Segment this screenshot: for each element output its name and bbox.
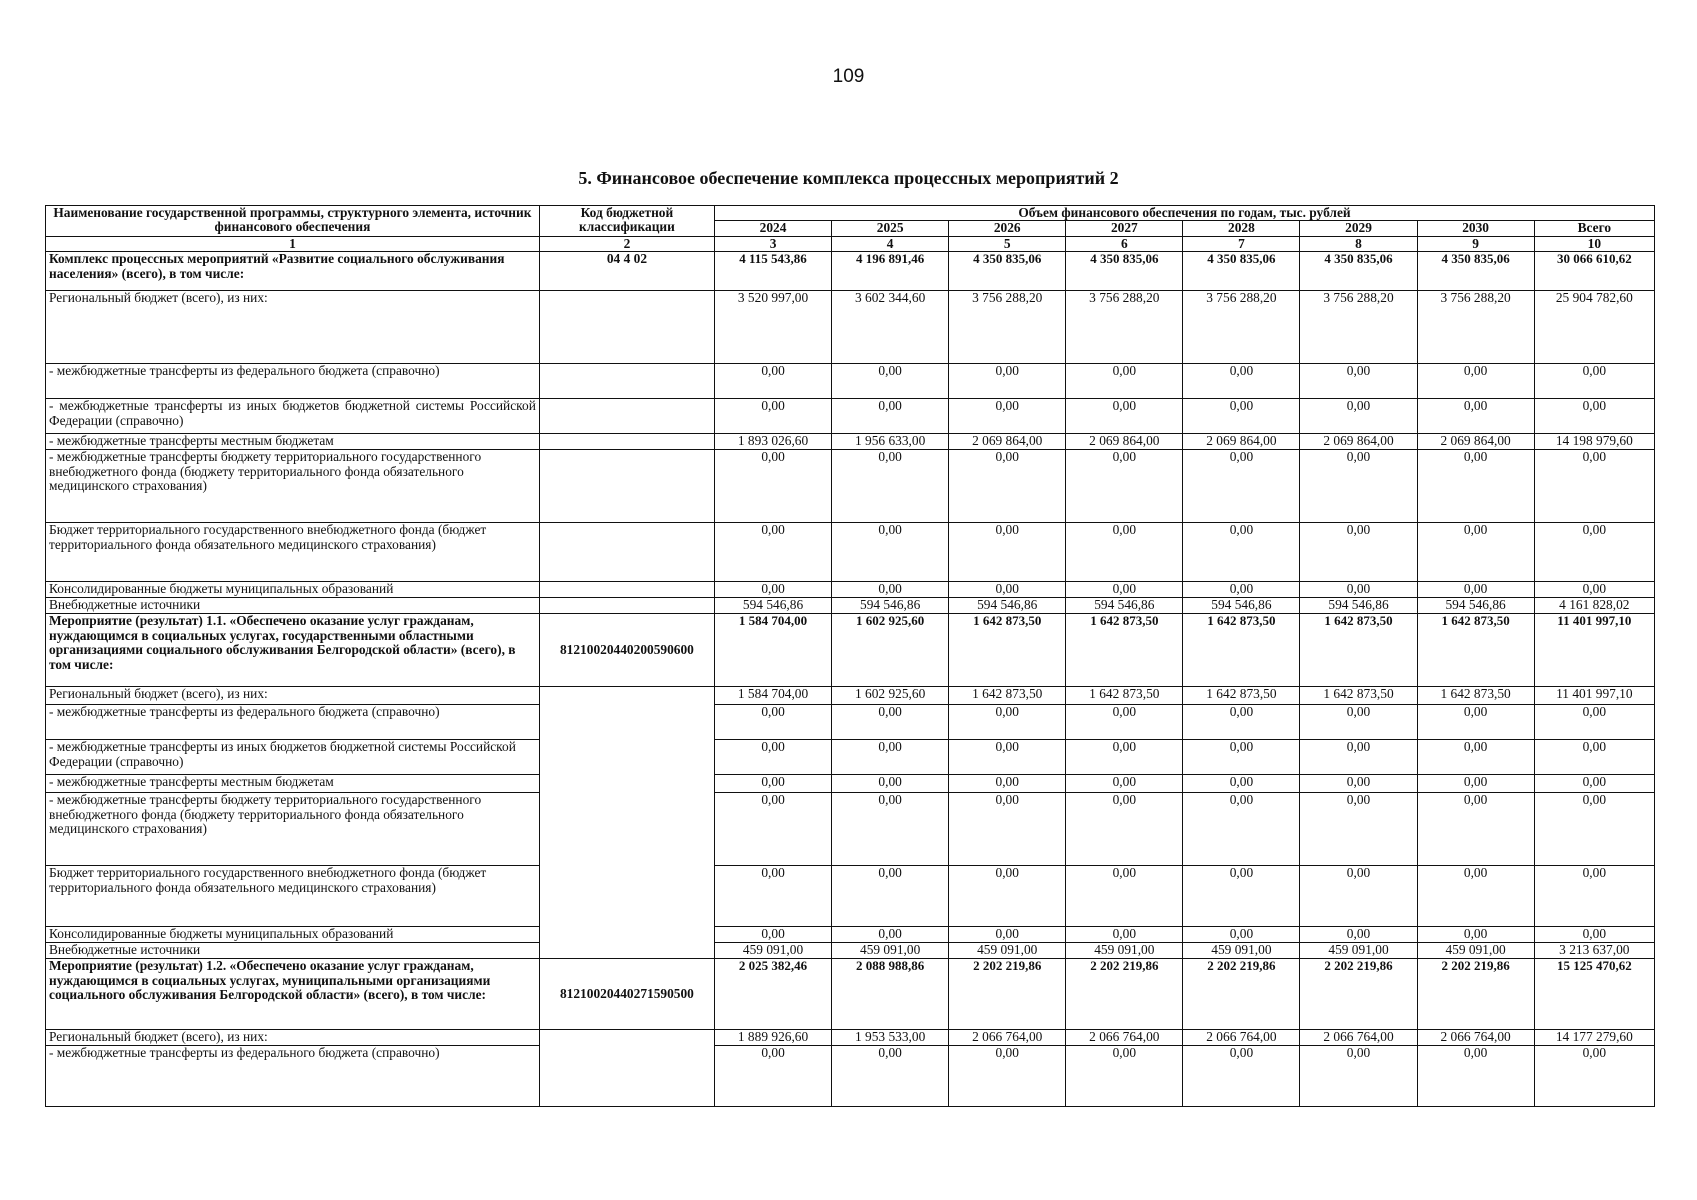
year-value-cell: 0,00 xyxy=(832,705,949,740)
page-number: 109 xyxy=(832,66,865,87)
year-value-cell: 0,00 xyxy=(949,927,1066,943)
year-value-cell: 594 546,86 xyxy=(949,598,1066,614)
year-value-cell: 2 066 764,00 xyxy=(1417,1030,1534,1046)
year-value-cell: 0,00 xyxy=(715,705,832,740)
year-value-cell: 2 202 219,86 xyxy=(949,959,1066,1030)
year-value-cell: 0,00 xyxy=(715,740,832,775)
year-value-cell: 0,00 xyxy=(1066,927,1183,943)
year-value-cell: 1 642 873,50 xyxy=(1417,687,1534,705)
total-value-cell: 0,00 xyxy=(1534,450,1654,523)
total-value-cell: 0,00 xyxy=(1534,927,1654,943)
year-value-cell: 0,00 xyxy=(1183,1046,1300,1107)
year-value-cell: 0,00 xyxy=(832,927,949,943)
year-value-cell: 0,00 xyxy=(1183,399,1300,434)
col-number: 3 xyxy=(715,236,832,251)
total-value-cell: 11 401 997,10 xyxy=(1534,687,1654,705)
year-value-cell: 459 091,00 xyxy=(832,943,949,959)
year-value-cell: 0,00 xyxy=(949,582,1066,598)
year-value-cell: 3 756 288,20 xyxy=(1417,291,1534,364)
row-name-cell: Бюджет территориального государственного внебюджетного фонда (бюджет территориального фонда обязательного медицинского страхования) xyxy=(46,523,540,582)
table-row xyxy=(46,434,1655,450)
col-number: 4 xyxy=(832,236,949,251)
year-value-cell: 1 642 873,50 xyxy=(1066,614,1183,687)
header-year: 2029 xyxy=(1300,221,1417,236)
year-value-cell: 3 756 288,20 xyxy=(949,291,1066,364)
row-name-cell: Консолидированные бюджеты муниципальных образований xyxy=(46,582,540,598)
table-row xyxy=(46,252,1655,291)
total-value-cell: 0,00 xyxy=(1534,775,1654,793)
table-row xyxy=(46,582,1655,598)
year-value-cell: 0,00 xyxy=(1417,1046,1534,1107)
year-value-cell: 1 642 873,50 xyxy=(1300,687,1417,705)
year-value-cell: 594 546,86 xyxy=(715,598,832,614)
year-value-cell: 2 202 219,86 xyxy=(1300,959,1417,1030)
year-value-cell: 0,00 xyxy=(949,740,1066,775)
budget-code-cell: 04 4 02 xyxy=(539,252,714,291)
year-value-cell: 2 202 219,86 xyxy=(1183,959,1300,1030)
row-name-cell: - межбюджетные трансферты бюджету территориального государственного внебюджетного фонда (бюджету территориального фонда обязательного медицинского страхования) xyxy=(46,450,540,523)
year-value-cell: 0,00 xyxy=(715,793,832,866)
budget-code-cell xyxy=(539,434,714,450)
budget-code-cell xyxy=(539,291,714,364)
row-name-cell: Внебюджетные источники xyxy=(46,943,540,959)
budget-code-cell xyxy=(539,399,714,434)
year-value-cell: 0,00 xyxy=(1066,775,1183,793)
year-value-cell: 459 091,00 xyxy=(1300,943,1417,959)
year-value-cell: 0,00 xyxy=(1300,450,1417,523)
header-volume-col: Объем финансового обеспечения по годам, тыс. рублей xyxy=(715,206,1655,221)
total-value-cell: 0,00 xyxy=(1534,523,1654,582)
year-value-cell: 2 202 219,86 xyxy=(1066,959,1183,1030)
total-value-cell: 30 066 610,62 xyxy=(1534,252,1654,291)
year-value-cell: 0,00 xyxy=(1417,775,1534,793)
year-value-cell: 2 069 864,00 xyxy=(1183,434,1300,450)
year-value-cell: 2 025 382,46 xyxy=(715,959,832,1030)
financing-table xyxy=(45,205,1655,1107)
year-value-cell: 4 350 835,06 xyxy=(1417,252,1534,291)
year-value-cell: 1 642 873,50 xyxy=(1066,687,1183,705)
year-value-cell: 0,00 xyxy=(949,364,1066,399)
year-value-cell: 4 350 835,06 xyxy=(949,252,1066,291)
year-value-cell: 4 350 835,06 xyxy=(1300,252,1417,291)
year-value-cell: 0,00 xyxy=(1066,523,1183,582)
table-row xyxy=(46,866,1655,927)
header-year: 2028 xyxy=(1183,221,1300,236)
year-value-cell: 3 756 288,20 xyxy=(1183,291,1300,364)
year-value-cell: 594 546,86 xyxy=(832,598,949,614)
year-value-cell: 0,00 xyxy=(949,793,1066,866)
total-value-cell: 0,00 xyxy=(1534,705,1654,740)
year-value-cell: 0,00 xyxy=(832,450,949,523)
year-value-cell: 0,00 xyxy=(1183,523,1300,582)
col-number: 5 xyxy=(949,236,1066,251)
year-value-cell: 2 069 864,00 xyxy=(1417,434,1534,450)
year-value-cell: 1 602 925,60 xyxy=(832,614,949,687)
total-value-cell: 0,00 xyxy=(1534,866,1654,927)
year-value-cell: 0,00 xyxy=(1066,364,1183,399)
year-value-cell: 0,00 xyxy=(1300,866,1417,927)
col-number: 10 xyxy=(1534,236,1654,251)
table-row xyxy=(46,687,1655,705)
col-number: 2 xyxy=(539,236,714,251)
year-value-cell: 4 350 835,06 xyxy=(1183,252,1300,291)
year-value-cell: 0,00 xyxy=(1183,705,1300,740)
total-value-cell: 14 198 979,60 xyxy=(1534,434,1654,450)
year-value-cell: 3 756 288,20 xyxy=(1066,291,1183,364)
year-value-cell: 594 546,86 xyxy=(1417,598,1534,614)
total-value-cell: 11 401 997,10 xyxy=(1534,614,1654,687)
year-value-cell: 459 091,00 xyxy=(949,943,1066,959)
year-value-cell: 459 091,00 xyxy=(1183,943,1300,959)
table-body xyxy=(46,252,1655,1107)
total-value-cell: 0,00 xyxy=(1534,399,1654,434)
year-value-cell: 0,00 xyxy=(1300,582,1417,598)
year-value-cell: 1 642 873,50 xyxy=(1183,687,1300,705)
year-value-cell: 0,00 xyxy=(832,523,949,582)
year-value-cell: 0,00 xyxy=(1183,364,1300,399)
budget-code-cell xyxy=(539,523,714,582)
budget-code-cell xyxy=(539,364,714,399)
year-value-cell: 0,00 xyxy=(1300,740,1417,775)
row-name-cell: Мероприятие (результат) 1.2. «Обеспечено оказание услуг гражданам, нуждающимся в социальных услугах, муниципальными организациями социального обслуживания Белгородской области» (всего), в том числе: xyxy=(46,959,540,1030)
year-value-cell: 3 520 997,00 xyxy=(715,291,832,364)
budget-code-cell xyxy=(539,450,714,523)
year-value-cell: 0,00 xyxy=(1183,793,1300,866)
year-value-cell: 459 091,00 xyxy=(1066,943,1183,959)
row-name-cell: Региональный бюджет (всего), из них: xyxy=(46,687,540,705)
budget-code-cell xyxy=(539,582,714,598)
year-value-cell: 0,00 xyxy=(715,927,832,943)
year-value-cell: 2 202 219,86 xyxy=(1417,959,1534,1030)
year-value-cell: 0,00 xyxy=(832,793,949,866)
column-numbers-row xyxy=(46,236,1655,251)
year-value-cell: 2 066 764,00 xyxy=(1066,1030,1183,1046)
total-value-cell: 0,00 xyxy=(1534,740,1654,775)
table-row xyxy=(46,364,1655,399)
year-value-cell: 1 642 873,50 xyxy=(949,687,1066,705)
table-row xyxy=(46,740,1655,775)
row-name-cell: - межбюджетные трансферты из иных бюджетов бюджетной системы Российской Федерации (справочно) xyxy=(46,399,540,434)
table-row xyxy=(46,959,1655,1030)
row-name-cell: Региональный бюджет (всего), из них: xyxy=(46,291,540,364)
year-value-cell: 1 642 873,50 xyxy=(1300,614,1417,687)
year-value-cell: 0,00 xyxy=(715,775,832,793)
year-value-cell: 3 756 288,20 xyxy=(1300,291,1417,364)
year-value-cell: 2 088 988,86 xyxy=(832,959,949,1030)
year-value-cell: 0,00 xyxy=(949,866,1066,927)
budget-code-cell xyxy=(539,1030,714,1107)
year-value-cell: 459 091,00 xyxy=(715,943,832,959)
year-value-cell: 0,00 xyxy=(1183,866,1300,927)
year-value-cell: 4 350 835,06 xyxy=(1066,252,1183,291)
year-value-cell: 0,00 xyxy=(1066,793,1183,866)
year-value-cell: 2 069 864,00 xyxy=(949,434,1066,450)
year-value-cell: 0,00 xyxy=(832,582,949,598)
year-value-cell: 0,00 xyxy=(1417,364,1534,399)
table-row xyxy=(46,793,1655,866)
table-row xyxy=(46,775,1655,793)
year-value-cell: 4 115 543,86 xyxy=(715,252,832,291)
year-value-cell: 0,00 xyxy=(715,523,832,582)
table-row xyxy=(46,523,1655,582)
year-value-cell: 1 642 873,50 xyxy=(949,614,1066,687)
header-year: 2027 xyxy=(1066,221,1183,236)
total-value-cell: 0,00 xyxy=(1534,1046,1654,1107)
budget-code-cell xyxy=(539,687,714,959)
year-value-cell: 0,00 xyxy=(1417,927,1534,943)
year-value-cell: 0,00 xyxy=(1300,705,1417,740)
total-value-cell: 25 904 782,60 xyxy=(1534,291,1654,364)
year-value-cell: 0,00 xyxy=(1300,775,1417,793)
total-value-cell: 15 125 470,62 xyxy=(1534,959,1654,1030)
table-row xyxy=(46,450,1655,523)
row-name-cell: - межбюджетные трансферты бюджету территориального государственного внебюджетного фонда (бюджету территориального фонда обязательного медицинского страхования) xyxy=(46,793,540,866)
year-value-cell: 594 546,86 xyxy=(1183,598,1300,614)
col-number: 8 xyxy=(1300,236,1417,251)
year-value-cell: 1 584 704,00 xyxy=(715,687,832,705)
year-value-cell: 0,00 xyxy=(949,705,1066,740)
budget-code-cell xyxy=(539,598,714,614)
year-value-cell: 0,00 xyxy=(832,399,949,434)
year-value-cell: 0,00 xyxy=(1183,775,1300,793)
year-value-cell: 0,00 xyxy=(1066,582,1183,598)
row-name-cell: - межбюджетные трансферты из федерального бюджета (справочно) xyxy=(46,364,540,399)
row-name-cell: - межбюджетные трансферты из федерального бюджета (справочно) xyxy=(46,1046,540,1107)
header-year: 2030 xyxy=(1417,221,1534,236)
total-value-cell: 4 161 828,02 xyxy=(1534,598,1654,614)
year-value-cell: 0,00 xyxy=(1300,364,1417,399)
table-row xyxy=(46,1030,1655,1046)
year-value-cell: 0,00 xyxy=(1417,866,1534,927)
year-value-cell: 1 642 873,50 xyxy=(1183,614,1300,687)
year-value-cell: 594 546,86 xyxy=(1066,598,1183,614)
year-value-cell: 0,00 xyxy=(832,740,949,775)
year-value-cell: 0,00 xyxy=(832,1046,949,1107)
table-row xyxy=(46,399,1655,434)
year-value-cell: 1 602 925,60 xyxy=(832,687,949,705)
year-value-cell: 1 953 533,00 xyxy=(832,1030,949,1046)
row-name-cell: Внебюджетные источники xyxy=(46,598,540,614)
table-row xyxy=(46,927,1655,943)
year-value-cell: 459 091,00 xyxy=(1417,943,1534,959)
year-value-cell: 0,00 xyxy=(1066,399,1183,434)
year-value-cell: 0,00 xyxy=(832,866,949,927)
year-value-cell: 0,00 xyxy=(832,775,949,793)
row-name-cell: Бюджет территориального государственного внебюджетного фонда (бюджет территориального фонда обязательного медицинского страхования) xyxy=(46,866,540,927)
year-value-cell: 0,00 xyxy=(949,399,1066,434)
year-value-cell: 0,00 xyxy=(1066,866,1183,927)
year-value-cell: 0,00 xyxy=(1417,450,1534,523)
total-value-cell: 14 177 279,60 xyxy=(1534,1030,1654,1046)
header-row xyxy=(46,206,1655,221)
year-value-cell: 2 066 764,00 xyxy=(949,1030,1066,1046)
year-value-cell: 0,00 xyxy=(715,866,832,927)
budget-code-cell: 81210020440200590600 xyxy=(539,614,714,687)
total-value-cell: 0,00 xyxy=(1534,364,1654,399)
total-value-cell: 0,00 xyxy=(1534,582,1654,598)
table-row xyxy=(46,705,1655,740)
year-value-cell: 2 069 864,00 xyxy=(1300,434,1417,450)
table-row xyxy=(46,598,1655,614)
year-value-cell: 0,00 xyxy=(1183,450,1300,523)
year-value-cell: 2 069 864,00 xyxy=(1066,434,1183,450)
year-value-cell: 1 642 873,50 xyxy=(1417,614,1534,687)
year-value-cell: 0,00 xyxy=(715,450,832,523)
year-value-cell: 0,00 xyxy=(1066,1046,1183,1107)
total-value-cell: 3 213 637,00 xyxy=(1534,943,1654,959)
document-title: 5. Финансовое обеспечение комплекса процессных мероприятий 2 xyxy=(578,168,1119,188)
row-name-cell: Мероприятие (результат) 1.1. «Обеспечено оказание услуг гражданам, нуждающимся в социальных услугах, государственными областными организациями социального обслуживания Белгородской области» (всего), в том числе: xyxy=(46,614,540,687)
header-year: 2024 xyxy=(715,221,832,236)
year-value-cell: 0,00 xyxy=(1417,399,1534,434)
year-value-cell: 0,00 xyxy=(949,450,1066,523)
year-value-cell: 2 066 764,00 xyxy=(1300,1030,1417,1046)
table-row xyxy=(46,614,1655,687)
year-value-cell: 0,00 xyxy=(1300,927,1417,943)
year-value-cell: 1 956 633,00 xyxy=(832,434,949,450)
table-row xyxy=(46,943,1655,959)
row-name-cell: Консолидированные бюджеты муниципальных образований xyxy=(46,927,540,943)
year-value-cell: 0,00 xyxy=(949,1046,1066,1107)
col-number: 7 xyxy=(1183,236,1300,251)
year-value-cell: 0,00 xyxy=(949,523,1066,582)
year-value-cell: 0,00 xyxy=(1417,740,1534,775)
year-value-cell: 0,00 xyxy=(1300,523,1417,582)
col-number: 9 xyxy=(1417,236,1534,251)
year-value-cell: 1 893 026,60 xyxy=(715,434,832,450)
header-code-col: Код бюджетной классификации xyxy=(539,206,714,237)
year-value-cell: 0,00 xyxy=(715,582,832,598)
year-value-cell: 0,00 xyxy=(1183,927,1300,943)
year-value-cell: 0,00 xyxy=(1066,450,1183,523)
year-value-cell: 0,00 xyxy=(1417,523,1534,582)
year-value-cell: 0,00 xyxy=(1300,1046,1417,1107)
year-value-cell: 0,00 xyxy=(715,1046,832,1107)
year-value-cell: 4 196 891,46 xyxy=(832,252,949,291)
header-total: Всего xyxy=(1534,221,1654,236)
year-value-cell: 1 889 926,60 xyxy=(715,1030,832,1046)
year-value-cell: 1 584 704,00 xyxy=(715,614,832,687)
year-value-cell: 0,00 xyxy=(949,775,1066,793)
table-row xyxy=(46,291,1655,364)
year-value-cell: 0,00 xyxy=(715,399,832,434)
budget-code-cell: 81210020440271590500 xyxy=(539,959,714,1030)
year-value-cell: 0,00 xyxy=(1183,740,1300,775)
year-value-cell: 0,00 xyxy=(1300,399,1417,434)
year-value-cell: 0,00 xyxy=(832,364,949,399)
row-name-cell: Региональный бюджет (всего), из них: xyxy=(46,1030,540,1046)
year-value-cell: 594 546,86 xyxy=(1300,598,1417,614)
header-year: 2025 xyxy=(832,221,949,236)
year-value-cell: 0,00 xyxy=(1066,705,1183,740)
col-number: 6 xyxy=(1066,236,1183,251)
year-value-cell: 0,00 xyxy=(1417,582,1534,598)
year-value-cell: 0,00 xyxy=(1300,793,1417,866)
row-name-cell: - межбюджетные трансферты местным бюджетам xyxy=(46,434,540,450)
year-value-cell: 0,00 xyxy=(1066,740,1183,775)
year-value-cell: 0,00 xyxy=(1417,793,1534,866)
table-row xyxy=(46,1046,1655,1107)
header-name-col: Наименование государственной программы, структурного элемента, источник финансового обеспечения xyxy=(46,206,540,237)
row-name-cell: - межбюджетные трансферты из федерального бюджета (справочно) xyxy=(46,705,540,740)
year-value-cell: 0,00 xyxy=(715,364,832,399)
year-value-cell: 2 066 764,00 xyxy=(1183,1030,1300,1046)
year-value-cell: 3 602 344,60 xyxy=(832,291,949,364)
year-value-cell: 0,00 xyxy=(1417,705,1534,740)
year-value-cell: 0,00 xyxy=(1183,582,1300,598)
row-name-cell: - межбюджетные трансферты местным бюджетам xyxy=(46,775,540,793)
col-number: 1 xyxy=(46,236,540,251)
row-name-cell: - межбюджетные трансферты из иных бюджетов бюджетной системы Российской Федерации (справочно) xyxy=(46,740,540,775)
row-name-cell: Комплекс процессных мероприятий «Развитие социального обслуживания населения» (всего), в том числе: xyxy=(46,252,540,291)
header-year: 2026 xyxy=(949,221,1066,236)
total-value-cell: 0,00 xyxy=(1534,793,1654,866)
